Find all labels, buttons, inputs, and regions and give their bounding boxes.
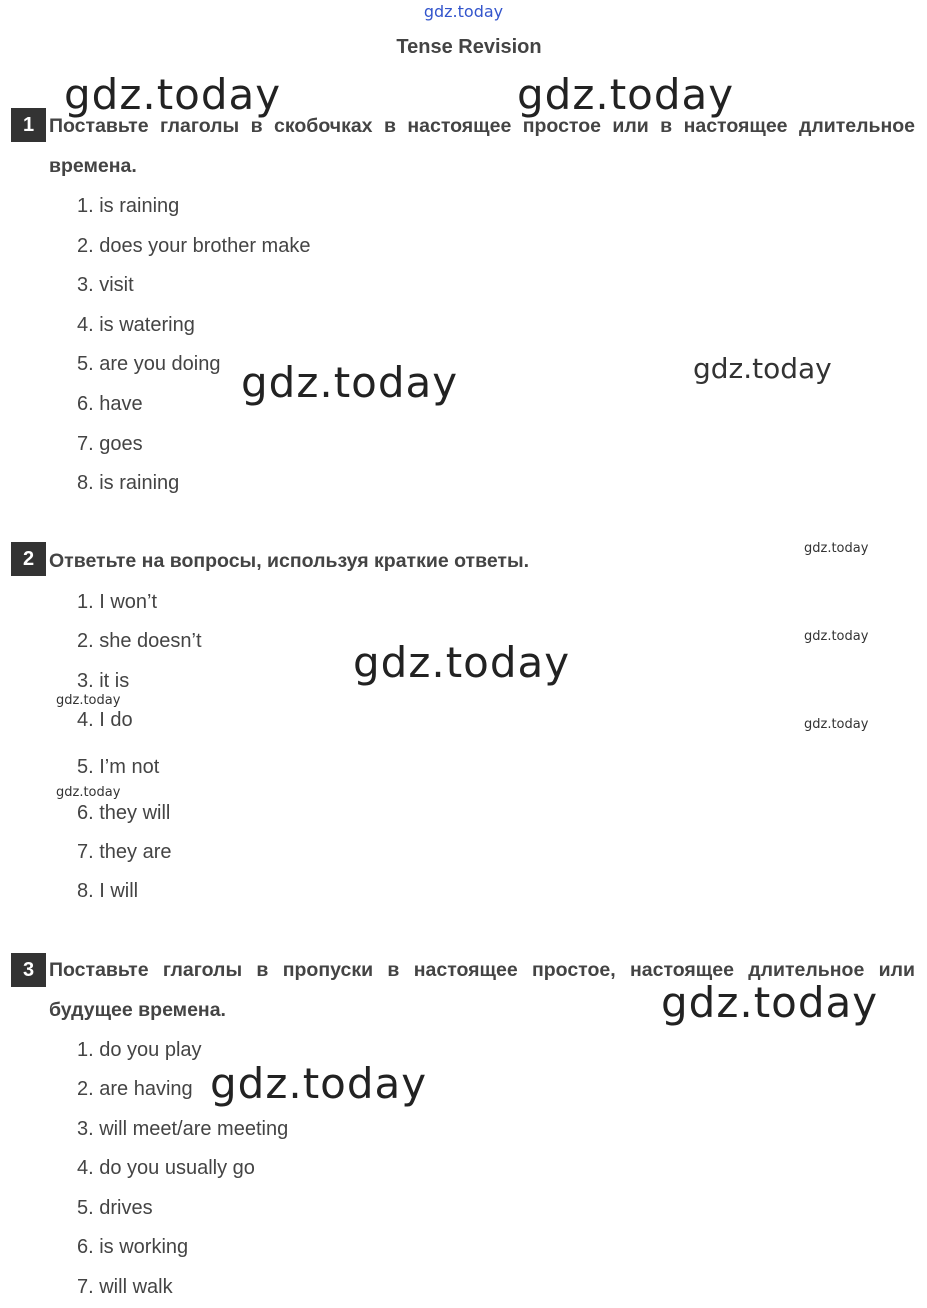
answer-item: 4. do you usually go xyxy=(77,1157,255,1179)
answer-item: 5. I’m not xyxy=(77,756,160,778)
answer-item: 8. I will xyxy=(77,880,139,902)
watermark: gdz.today xyxy=(241,358,459,407)
answer-item: 2. does your brother make xyxy=(77,235,311,257)
watermark: gdz.today xyxy=(56,785,121,800)
answer-item: 7. will walk xyxy=(77,1276,173,1298)
header-watermark: gdz.today xyxy=(423,2,504,21)
watermark: gdz.today xyxy=(693,352,832,385)
exercise-instruction: Поставьте глаголы в пропуски в настоящее простое, настоящее длительное или будущее времена. xyxy=(49,959,915,1021)
answer-item: 5. are you doing xyxy=(77,353,221,375)
answer-item: 3. visit xyxy=(77,274,134,296)
answer-item: 8. is raining xyxy=(77,472,180,494)
watermark: gdz.today xyxy=(804,629,869,644)
page-title: Tense Revision xyxy=(396,36,542,58)
answer-item: 7. goes xyxy=(77,433,143,455)
answer-item: 6. have xyxy=(77,393,143,415)
exercise-number-badge: 3 xyxy=(11,953,46,987)
answer-item: 6. is working xyxy=(77,1236,189,1258)
watermark: gdz.today xyxy=(804,717,869,732)
answer-item: 1. I won’t xyxy=(77,591,158,613)
answer-item: 6. they will xyxy=(77,802,171,824)
answer-item: 2. are having xyxy=(77,1078,193,1100)
watermark: gdz.today xyxy=(517,70,735,119)
answer-item: 4. is watering xyxy=(77,314,195,336)
answer-item: 7. they are xyxy=(77,841,172,863)
answer-item: 1. do you play xyxy=(77,1039,202,1061)
answer-item: 3. will meet/are meeting xyxy=(77,1118,289,1140)
watermark: gdz.today xyxy=(353,638,571,687)
watermark: gdz.today xyxy=(804,541,869,556)
watermark: gdz.today xyxy=(661,978,879,1027)
exercise-instruction: Ответьте на вопросы, используя краткие ответы. xyxy=(49,550,530,572)
watermark: gdz.today xyxy=(56,693,121,708)
exercise-number-badge: 1 xyxy=(11,108,46,142)
exercise-instruction: Поставьте глаголы в скобочках в настоящее простое или в настоящее длительное времена. xyxy=(49,115,915,177)
answer-item: 5. drives xyxy=(77,1197,153,1219)
answer-item: 3. it is xyxy=(77,670,130,692)
answer-item: 4. I do xyxy=(77,709,133,731)
answer-item: 2. she doesn’t xyxy=(77,630,202,652)
answer-item: 1. is raining xyxy=(77,195,180,217)
watermark: gdz.today xyxy=(210,1059,428,1108)
watermark: gdz.today xyxy=(64,70,282,119)
exercise-number-badge: 2 xyxy=(11,542,46,576)
